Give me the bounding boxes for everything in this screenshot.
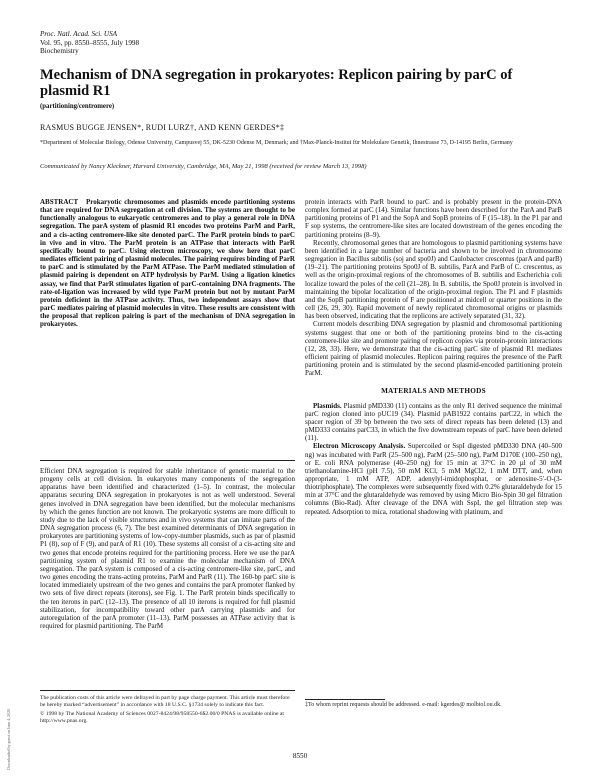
right-paragraph-1: protein interacts with ParR bound to parC and is probably present in the protein-DNA complex formed at parC (14). Similar functions have been described for the ParA and ParB partitioning proteins of P1 and the SopA and SopB proteins of F (15–18). In the P1 par and F sop systems, the centromere-like sites are located downstream of the genes encoding the partitioning proteins (8–9).	[305, 198, 562, 239]
paper-title: Mechanism of DNA segregation in prokaryotes: Replicon pairing by parC of plasmid R1	[40, 67, 513, 99]
footnote-divider-left	[40, 690, 295, 691]
plasmids-heading: Plasmids.	[313, 401, 342, 410]
footnote-divider-right	[305, 699, 385, 700]
em-heading: Electron Microscopy Analysis.	[313, 442, 406, 451]
reprint-footnote: ‡To whom reprint requests should be addressed. e-mail: kgerdes@ molbiol.ou.dk.	[305, 702, 502, 708]
abstract	[40, 198, 295, 329]
plasmids-text: Plasmid pMD330 (11) contains as the only R1 derived sequence the minimal parC region cloned into pUC19 (34). Plasmid pAB1922 contains parC22, in which the spacer region of 39 bp between the two sets of direct repeats has been deleted (13) and pMD333 contains parC33, in which the five downstream repeats of parC have been deleted (11).	[305, 401, 563, 443]
copyright-note: © 1998 by The National Academy of Sciences 0027-8424/98/958550-6$2.00/0 PNAS is available online at http://www.pnas.org.	[40, 711, 284, 725]
abstract-label: ABSTRACT	[40, 198, 79, 206]
em-text: Supercoiled or SspI digested pMD330 DNA (40–500 ng) was incubated with ParR (25–500 ng), ParM (25–500 ng), ParM D170E (100–250 ng), or E. coli RNA polymerase (40–250 ng) for 15 min at 37°C in 20 µl of 30 mM triethanolamine-HCl (pH 7.5), 50 mM KCl, 5 mM MgCl2, 1 mM DTT, and, when appropriate, 1 mM ATP, ADP, adenylyl-imidophosphat, or adenosine-5′-O-(3-thiotriphosphate). The complexes were subsequently fixed with 0.2% glutaraldehyde for 15 min at 37°C and the glutaraldehyde was removed by using Micro Bio-Spin 30 gel filtration columns (Bio-Rad). After cleavage of the DNA with SspI, the gel filtration step was repeated. Adsorption to mica, rotational shadowing with platinum, and	[305, 442, 563, 516]
authors: RASMUS BUGGE JENSEN*, RUDI LURZ†, AND KENN GERDES*‡	[40, 123, 285, 132]
intro-paragraph: Efficient DNA segregation is required for stable inheritance of genetic material to the progeny cells at cell division. In eukaryotes many components of the segregation apparatus have been identified and characterized (1–5). In contrast, the molecular apparatus securing DNA segregation in prokaryotes is not as well understood. Several genes involved in DNA segregation have been identified, but the molecular mechanisms by which the genes function are not known. The prokaryotic systems are more difficult to study due to the lack of visible structures and in vivo systems that can imitate parts of the DNA segregation process (6, 7). The best examined determinants of DNA segregation in prokaryotes are partitioning systems of low-copy-number plasmids, such as par of plasmid P1 (8), sop of F (9), and parA of R1 (10). These systems all consist of a cis-acting site and two genes that encode proteins required for the partitioning process. Here we use the parA partitioning system of plasmid R1 to examine the molecular mechanism of DNA segregation. The parA system is composed of a cis-acting centromere-like site, parC, and two genes encoding the trans-acting proteins, ParM and ParR (11). The 160-bp parC site is located immediately upstream of the two genes and contains the parA promoter flanked by two sets of five direct repeats (iterons), see Fig. 1. The ParR protein binds specifically to the ten iterons in parC (12–13). The presence of all 10 iterons is required for full plasmid stabilization, for incompatibility toward other parA carrying plasmids and for autoregulation of the parA promoter (11–13). ParM possesses an ATPase activity that is required for plasmid partitioning. The ParM	[40, 467, 295, 630]
journal-volume: Vol. 95, pp. 8550–8555, July 1998	[40, 38, 140, 47]
right-column	[305, 198, 562, 516]
section-heading: MATERIALS AND METHODS	[381, 387, 486, 396]
journal-section: Biochemistry	[40, 47, 79, 56]
keywords: (partitioning/centromere)	[40, 103, 115, 110]
page-number: 8550	[292, 752, 308, 760]
abstract-text: Prokaryotic chromosomes and plasmids encode partitioning systems that are required for DNA segregation at cell division. The systems are thought to be functionally analogous to eukaryotic centromeres and to play a general role in DNA segregation. The parA system of plasmid R1 encodes two proteins ParM and ParR, and a cis-acting centromere-like site denoted parC. The ParR protein binds to parC in vivo and in vitro. The ParM protein is an ATPase that interacts with ParR specifically bound to parC. Using electron microscopy, we show here that parC mediates efficient pairing of plasmid molecules. The pairing requires binding of ParR to parC and is stimulated by the ParM ATPase. The ParM mediated stimulation of plasmid pairing is dependent on ATP hydrolysis by ParM. Using a ligation kinetics assay, we find that ParR stimulates ligation of parC-containing DNA fragments. The rate-of-ligation was increased by wild type ParM protein but not by mutant ParM protein deficient in the ATPase activity. Thus, two independent assays show that parC mediates pairing of plasmid molecules in vitro. These results are consistent with the proposal that replicon pairing is part of the mechanism of DNA segregation in prokaryotes.	[40, 198, 295, 329]
download-watermark: Downloaded by guest on June 4, 2020	[6, 708, 11, 770]
right-paragraph-2: Recently, chromosomal genes that are homologous to plasmid partitioning systems have been identified in a large number of bacteria and shown to be involved in chromosome segregation in Bacillus subtilis (soj and spo0J) and Caulobacter crescentus (parA and parB) (19–21). The partitioning proteins Spo0J of B. subtilis, ParA and ParB of C. crescentus, as well as the origin-proximal regions of the chromosomes of B. subtilis and Escherichia coli localize toward the poles of the cell (21–28). In B. subtilis, the Spo0J protein is involved in maintaining the bipolar localization of the origin-proximal region. The P1 and F plasmids and the SopB partitioning protein of F are positioned at midcell or quarter positions in the cell (26, 29, 30). Rapid movement of newly replicated chromosomal origins or plasmids has been observed, indicating that the replicons are actively separated (31, 32).	[305, 238, 562, 321]
right-paragraph-3: Current models describing DNA segregation by plasmid and chromosomal partitioning systems suggest that one or both of the partitioning proteins bind to the cis-acting centromere-like site and promote pairing of replicon copies via protein-protein interactions (12, 28, 33). Here, we demonstrate that the cis-acting parC site of plasmid R1 mediates efficient pairing of plasmid molecules. Replicon pairing requires the presence of the ParR partitioning protein and is stimulated by the second plasmid-encoded partitioning protein ParM.	[305, 320, 562, 378]
communicated-by: Communicated by Nancy Kleckner, Harvard University, Cambridge, MA, May 21, 1998 (received for review March 13, 1998)	[40, 163, 367, 170]
abstract-divider	[40, 460, 295, 461]
introduction-left-column	[40, 467, 295, 630]
affiliations: *Department of Molecular Biology, Odense University, Campusvej 55, DK-5230 Odense M, Denmark; and †Max-Planck-Institut für Molekulare Genetik, Ihnestrasse 73, D-14195 Berlin, Germany	[40, 140, 513, 146]
journal-header	[40, 30, 139, 56]
footnotes-left	[40, 695, 295, 728]
journal-name: Proc. Natl. Acad. Sci. USA	[40, 30, 118, 38]
publication-cost-note: The publication costs of this article were defrayed in part by page charge payment. This article must therefore be hereby marked “advertisement” in accordance with 18 U.S.C. §1734 solely to indicate this fact.	[40, 695, 290, 708]
